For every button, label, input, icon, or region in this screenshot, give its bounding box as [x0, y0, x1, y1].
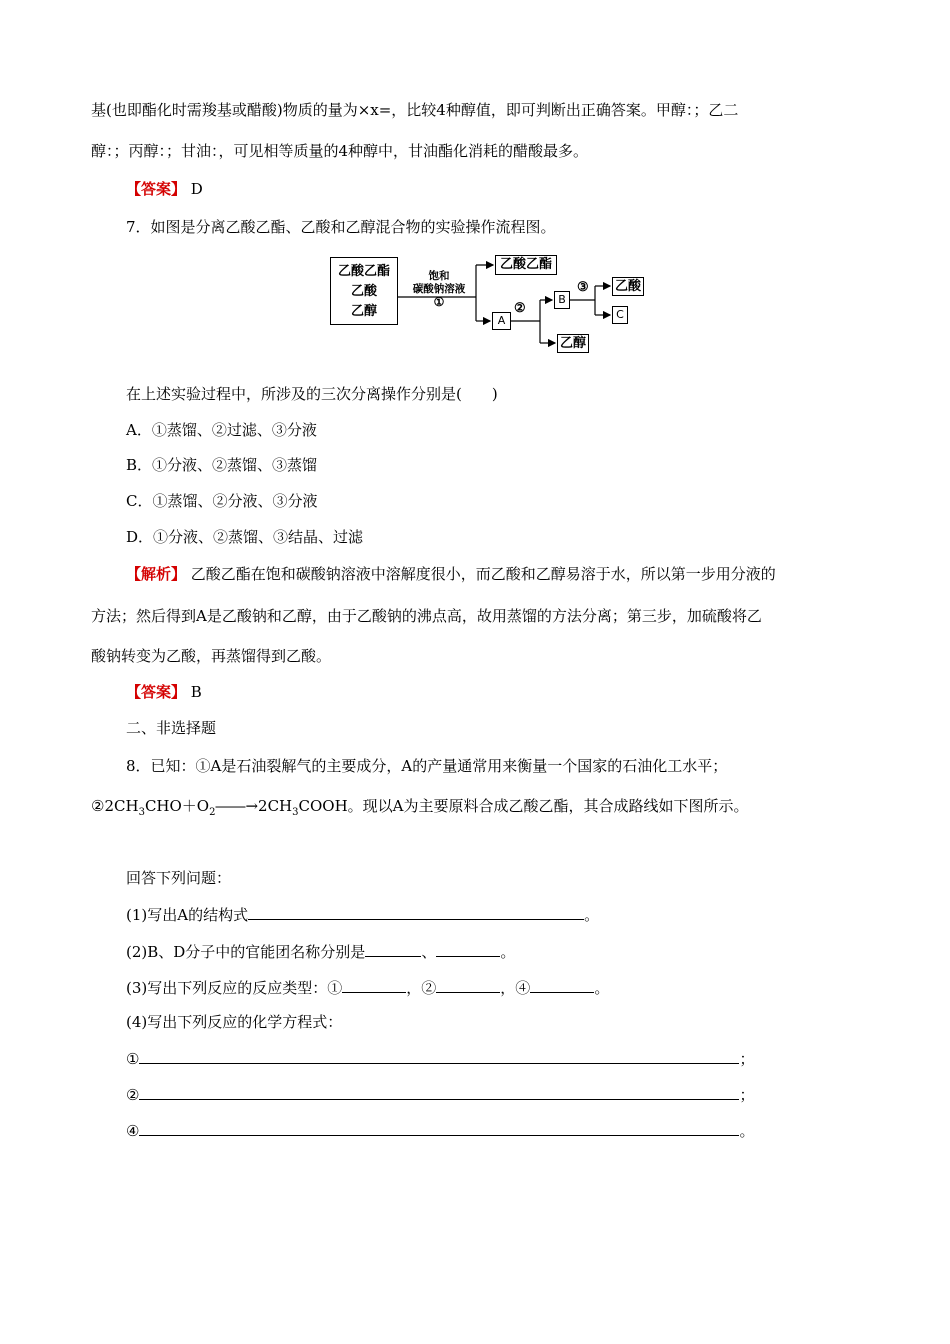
- option-c: C．①蒸馏、②分液、③分液: [126, 492, 318, 510]
- ester-box: 乙酸乙酯: [495, 255, 557, 275]
- analysis6-line2: 醇：；丙醇：；甘油：，可见相等质量的4种醇中，甘油酯化消耗的醋酸最多。: [91, 142, 589, 160]
- step3-label: ③: [577, 280, 589, 295]
- equation-line-1: ① ；: [126, 1047, 754, 1069]
- analysis7-text1: 乙酸乙酯在饱和碳酸钠溶液中溶解度很小，而乙酸和乙醇易溶于水，所以第一步用分液的: [190, 565, 776, 583]
- analysis6-line1: 基(也即酯化时需羧基或醋酸)物质的量为×x=，比较4种醇值，即可判断出正确答案。甲醇：；乙二: [91, 101, 739, 119]
- answer7: [126, 682, 202, 702]
- c-box: C: [612, 306, 628, 324]
- answer-blank-3b[interactable]: [436, 976, 500, 993]
- answer-label: 【答案】: [126, 180, 187, 198]
- equation-blank-4[interactable]: [139, 1119, 739, 1136]
- mixture-alcohol: 乙醇: [350, 304, 377, 319]
- step2-label: ②: [514, 301, 526, 316]
- equation-blank-2[interactable]: [139, 1083, 739, 1100]
- equation-blank-1[interactable]: [139, 1047, 739, 1064]
- option-b: B．①分液、②蒸馏、③蒸馏: [126, 456, 318, 474]
- answer-blank-2b[interactable]: [436, 940, 500, 957]
- alcohol-box: 乙醇: [557, 334, 589, 353]
- equation-line-2: ② ；: [126, 1083, 754, 1105]
- equation-line-4: ④ 。: [126, 1119, 754, 1141]
- q8-line1: 8．已知：①A是石油裂解气的主要成分，A的产量通常用来衡量一个国家的石油化工水平；: [126, 757, 728, 775]
- reagent-label: [406, 270, 472, 309]
- analysis7-line2: 方法；然后得到A是乙酸钠和乙醇，由于乙酸钠的沸点高，故用蒸馏的方法分离；第三步，加硫酸将乙: [91, 607, 762, 625]
- answer-blank-2a[interactable]: [365, 940, 421, 957]
- separation-flow-diagram: [330, 253, 650, 355]
- mixture-acid: 乙酸: [350, 284, 377, 299]
- analysis-label: 【解析】: [126, 565, 187, 583]
- sub-question-4: (4)写出下列反应的化学方程式：: [126, 1013, 343, 1031]
- option-a: A．①蒸馏、②过滤、③分液: [126, 421, 317, 439]
- answer-blank-3c[interactable]: [530, 976, 594, 993]
- analysis7-line1: [126, 564, 776, 584]
- answer-intro: 回答下列问题：: [126, 869, 232, 887]
- mixture-box: [330, 257, 398, 325]
- q7-question: 在上述实验过程中，所涉及的三次分离操作分别是( ): [126, 385, 498, 403]
- answer6-value: D: [190, 180, 203, 198]
- q7-stem: 7．如图是分离乙酸乙酯、乙酸和乙醇混合物的实验操作流程图。: [126, 218, 556, 236]
- answer-blank-3a[interactable]: [342, 976, 406, 993]
- answer-blank-1[interactable]: [248, 903, 584, 920]
- a-box: A: [492, 312, 511, 330]
- option-d: D．①分液、②蒸馏、③结晶、过滤: [126, 528, 364, 546]
- answer-label: 【答案】: [126, 683, 187, 701]
- step1-label: ①: [433, 295, 445, 309]
- section-title: 二、非选择题: [126, 719, 217, 737]
- b-box: B: [554, 291, 570, 309]
- mixture-ester: 乙酸乙酯: [337, 264, 390, 279]
- sub-question-3: (3)写出下列反应的反应类型：① ，② ，④ 。: [126, 976, 609, 998]
- reagent-line2: 碳酸钠溶液: [412, 283, 466, 295]
- answer6: [126, 179, 203, 199]
- acid-box: 乙酸: [612, 277, 644, 296]
- sub-question-2: (2)B、D分子中的官能团名称分别是 、 。: [126, 940, 515, 962]
- sub-question-1: (1)写出A的结构式 。: [126, 903, 599, 925]
- analysis7-line3: 酸钠转变为乙酸，再蒸馏得到乙酸。: [91, 647, 332, 665]
- answer7-value: B: [190, 683, 202, 701]
- q8-line2: $②2CH_3CHO+O_2――\to 2CH_3COOH$。现以A为主要原料合成乙酸乙酯，其合成路线如下图所示。: [91, 797, 749, 818]
- reagent-line1: 饱和: [428, 270, 450, 282]
